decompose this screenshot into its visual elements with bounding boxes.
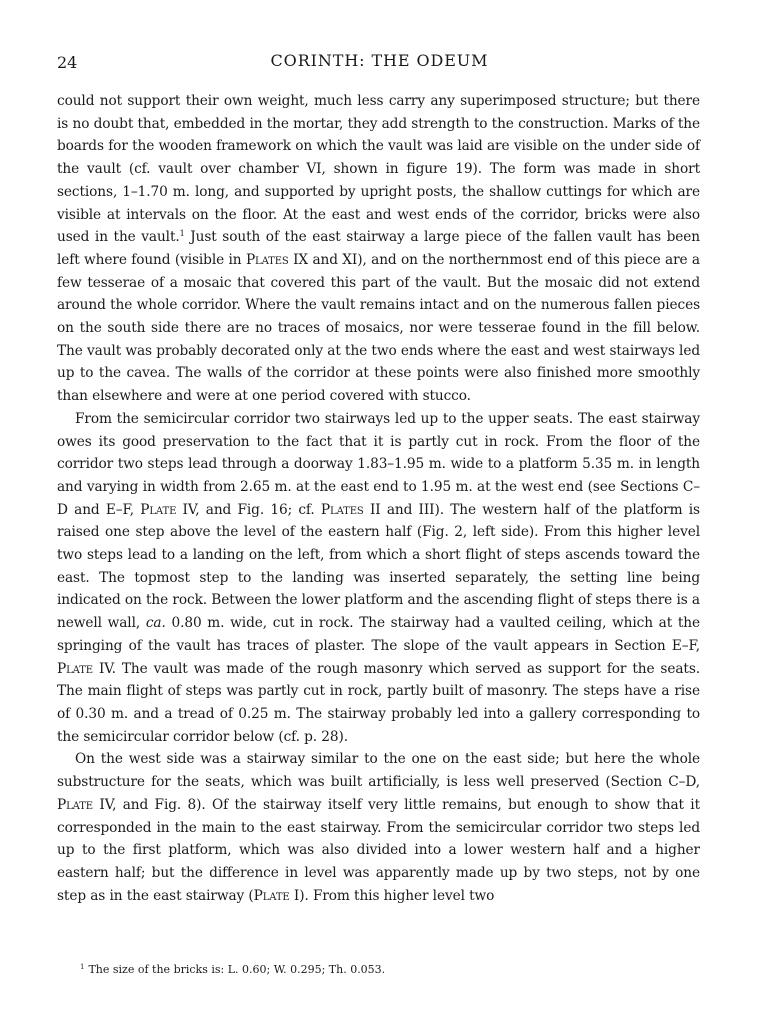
plate-ref: Plate	[57, 660, 93, 677]
text-segment: 0.80 m. wide, cut in rock. The stairway had a vaulted ceiling, which at the springing of the vault has traces of plaster. The slope of the vault appears in Section E–F,	[57, 615, 701, 654]
paragraph-1	[57, 90, 700, 408]
plate-ref: Plate	[57, 796, 93, 813]
text-segment: From the semicircular corridor two stairways led up to the upper seats. The east stairway owes its good preservation to the fact that it is partly cut in rock. From the floor of the corridor two steps lead through a doorway 1.83–1.95 m. wide to a platform 5.35 m. in length and varying in width from 2.65 m. at the east end to 1.95 m. at the west end (see Sections C–D and E–F,	[57, 410, 700, 518]
footnote-marker: 1	[80, 963, 85, 971]
text-segment: On the west side was a stairway similar to the one on the east side; but here the whole substructure for the seats, which was built artificially, is less well preserved (Section C–D,	[57, 751, 700, 791]
text-segment: II and III). The western half of the platform is raised one step above the level of the eastern half (Fig. 2, left side). From this higher level two steps lead to a landing on the left, from which a short flight of steps ascends toward the east. The topmost step to the landing was inserted separately, the setting line being indicated on the rock. Between the lower platform and the ascending flight of steps there is a newell wall,	[57, 501, 700, 632]
text-segment: IV, and Fig. 8). Of the stairway itself very little remains, but enough to show that it corresponded in the main to the east stairway. From the semicircular corridor two steps led up to the first platform, which was also divided into a lower western half and a higher eastern half; but the difference in level was apparently made up by two steps, not by one step as in the east stairway (	[57, 796, 700, 904]
paragraph-2	[57, 408, 700, 749]
page-number: 24	[57, 53, 78, 72]
paragraph-3	[57, 748, 700, 907]
text-segment: I). From this higher level two	[289, 887, 495, 904]
plate-ref: Plates	[320, 501, 364, 518]
running-head: CORINTH: THE ODEUM	[270, 51, 489, 70]
plate-ref: Plate	[140, 501, 177, 518]
text-segment: could not support their own weight, much less carry any superimposed structure; but there is no doubt that, embedded in the mortar, they add strength to the construction. Marks of the boards for the wooden framework on which the vault was laid are visible on the under side of the vault (cf. vault over chamber VI, shown in figure 19). The form was made in short sections, 1–1.70 m. long, and supported by upright posts, the shallow cuttings for which are visible at intervals on the floor. At the east and west ends of the corridor, bricks were also used in the vault.	[57, 93, 700, 246]
footnote-ref: 1	[179, 229, 185, 239]
text-segment: IX and XI), and on the northernmost end of this piece are a few tesserae of a mosaic that covered this part of the vault. But the mosaic did not extend around the whole corridor. Where the vault remains intact and on the numerous fallen pieces on the south side there are no traces of mosaics, nor were tesserae found in the fill below. The vault was probably decorated only at the two ends where the east and west stairways led up to the cavea. The walls of the corridor at these points were also finished more smoothly than elsewhere and were at one period covered with stucco.	[57, 251, 700, 405]
text-segment: Just south of the east stairway a large piece of the fallen vault has been left where found (visible in	[57, 229, 700, 268]
plate-ref: Plate	[253, 887, 290, 904]
main-text	[57, 90, 700, 907]
italic-term: ca.	[145, 615, 166, 632]
footnote-text: The size of the bricks is: L. 0.60; W. 0.295; Th. 0.053.	[88, 963, 386, 976]
footnote	[80, 963, 385, 976]
plate-ref: Plates	[245, 251, 289, 268]
text-segment: IV. The vault was made of the rough masonry which served as support for the seats. The main flight of steps was partly cut in rock, partly built of masonry. The steps have a rise of 0.30 m. and a tread of 0.25 m. The stairway probably led into a gallery corresponding to the semicircular corridor below (cf. p. 28).	[57, 660, 700, 745]
text-segment: IV, and Fig. 16; cf.	[176, 501, 321, 518]
